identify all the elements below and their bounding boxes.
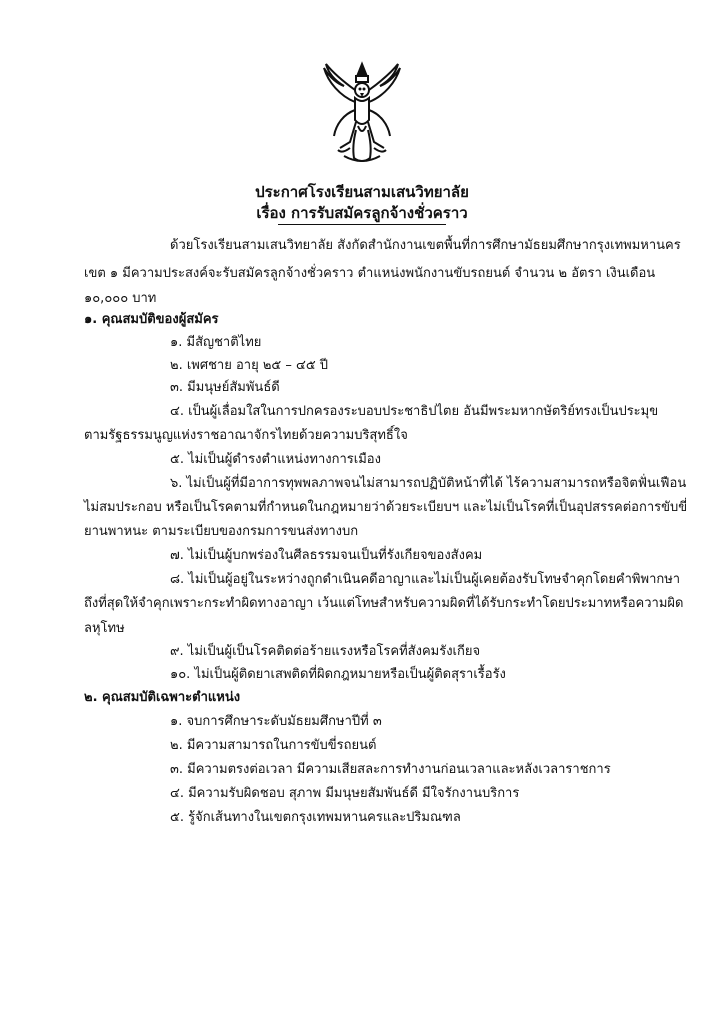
announcement-subject: เรื่อง การรับสมัครลูกจ้างชั่วคราว (256, 204, 468, 222)
announcement-title: ประกาศโรงเรียนสามเสนวิทยาลัย (255, 183, 469, 201)
position-requirement-item: ๕. รู้จักเส้นทางในเขตกรุงเทพมหานครและปริมณฑล (170, 810, 461, 825)
subject-underline (278, 224, 446, 225)
qualification-item: ๑๐. ไม่เป็นผู้ติดยาเสพติดที่ผิดกฎหมายหรือเป็นผู้ติดสุราเรื้อรัง (170, 667, 506, 682)
garuda-emblem-icon (320, 60, 404, 172)
intro-line: ด้วยโรงเรียนสามเสนวิทยาลัย สังกัดสำนักงานเขตพื้นที่การศึกษามัธยมศึกษากรุงเทพมหานคร (170, 238, 681, 253)
qualification-item-continued: ตามรัฐธรรมนูญแห่งราชอาณาจักรไทยด้วยความบริสุทธิ์ใจ (84, 428, 408, 443)
qualification-item-continued: ไม่สมประกอบ หรือเป็นโรคตามที่กำหนดในกฎหมายว่าด้วยระเบียบฯ และไม่เป็นโรคที่เป็นอุปสรรคต่อการขับขี่ (84, 500, 688, 515)
qualification-item: ๖. ไม่เป็นผู้ที่มีอาการทุพพลภาพจนไม่สามารถปฏิบัติหน้าที่ได้ ไร้ความสามารถหรือจิตฟั่นเฟือน (170, 476, 687, 491)
position-requirement-item: ๒. มีความสามารถในการขับขี่รถยนต์ (170, 738, 377, 753)
qualification-item: ๑. มีสัญชาติไทย (170, 335, 262, 350)
section-heading: ๒. คุณสมบัติเฉพาะตำแหน่ง (84, 690, 241, 705)
qualification-item: ๗. ไม่เป็นผู้บกพร่องในศีลธรรมจนเป็นที่รังเกียจของสังคม (170, 548, 483, 563)
qualification-item-continued: ยานพาหนะ ตามระเบียบของกรมการขนส่งทางบก (84, 524, 359, 539)
section-heading: ๑. คุณสมบัติของผู้สมัคร (84, 312, 219, 327)
qualification-item-continued: ถึงที่สุดให้จำคุกเพราะกระทำผิดทางอาญา เว้นแต่โทษสำหรับความผิดที่ได้รับกระทำโดยประมาทหรือความผิด (84, 596, 684, 611)
qualification-item-continued: ลหุโทษ (84, 621, 125, 636)
position-requirement-item: ๔. มีความรับผิดชอบ สุภาพ มีมนุษยสัมพันธ์ดี มีใจรักงานบริการ (170, 786, 520, 801)
qualification-item: ๕. ไม่เป็นผู้ดำรงตำแหน่งทางการเมือง (170, 452, 381, 467)
qualification-item: ๔. เป็นผู้เลื่อมใสในการปกครองระบอบประชาธิปไตย อันมีพระมหากษัตริย์ทรงเป็นประมุข (170, 404, 659, 419)
intro-line: ๑๐,๐๐๐ บาท (84, 291, 157, 306)
intro-line: เขต ๑ มีความประสงค์จะรับสมัครลูกจ้างชั่วคราว ตำแหน่งพนักงานขับรถยนต์ จำนวน ๒ อัตรา เงินเดือน (84, 266, 656, 281)
position-requirement-item: ๓. มีความตรงต่อเวลา มีความเสียสละการทำงานก่อนเวลาและหลังเวลาราชการ (170, 762, 611, 777)
qualification-item: ๓. มีมนุษย์สัมพันธ์ดี (170, 380, 280, 395)
qualification-item: ๘. ไม่เป็นผู้อยู่ในระหว่างถูกดำเนินคดีอาญาและไม่เป็นผู้เคยต้องรับโทษจำคุกโดยคำพิพากษา (170, 572, 681, 587)
position-requirement-item: ๑. จบการศึกษาระดับมัธยมศึกษาปีที่ ๓ (170, 714, 382, 729)
qualification-item: ๒. เพศชาย อายุ ๒๕ – ๔๕ ปี (170, 358, 329, 373)
qualification-item: ๙. ไม่เป็นผู้เป็นโรคติดต่อร้ายแรงหรือโรคที่สังคมรังเกียจ (170, 644, 481, 659)
